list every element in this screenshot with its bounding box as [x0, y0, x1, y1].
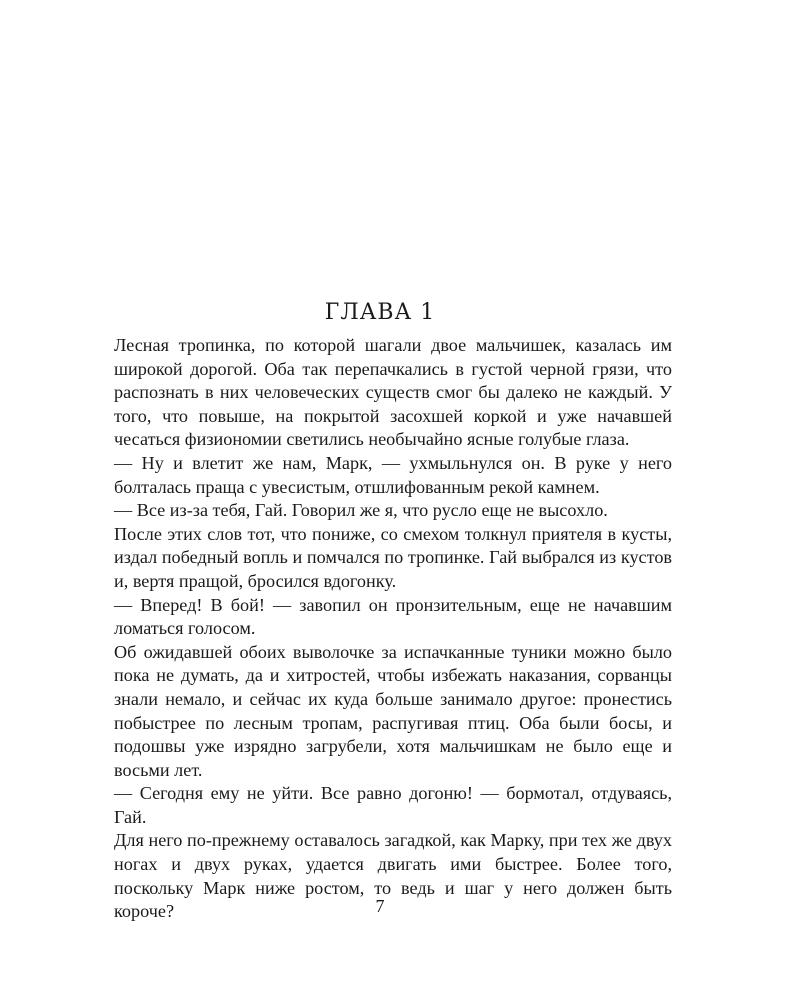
paragraph: — Все из-за тебя, Гай. Говорил же я, что русло еще не высохло. — [114, 500, 608, 521]
page-number: 7 — [375, 896, 385, 916]
paragraph: Для него по-прежнему оставалось загадкой, как Марку, при тех же двух ногах и двух руках, удается двигать ими быстрее. Более того, поскольку Марк ниже ростом, то ведь и шаг у него должен быть короче? — [114, 830, 672, 922]
paragraph: — Вперед! В бой! — завопил он пронзительным, еще не начавшим ломаться голосом. — [114, 594, 672, 639]
paragraph: — Сегодня ему не уйти. Все равно догоню! — бормотал, отдуваясь, Гай. — [114, 783, 672, 827]
paragraph: Лесная тропинка, по которой шагали двое мальчишек, казалась им широкой дорогой. Оба так перепачкались в густой черной грязи, что распознать в них человеческих существ смог бы далеко не каждый. У того, что повыше, на покрытой засохшей коркой и уже начавшей чесаться физиономии светились необычайно ясные голубые глаза. — [114, 335, 672, 450]
chapter-title: ГЛАВА 1 — [324, 300, 436, 325]
paragraph: Об ожидавшей обоих выволочке за испачканные туники можно было пока не думать, да и хитростей, чтобы избежать наказания, сорванцы знали немало, и сейчас их куда больше занимало другое: пронестись побыстрее по лесным тропам, распугивая птиц. Оба были босы, и подошвы уже изрядно загрубели, хотя мальчишкам не было еще и восьми лет. — [114, 641, 672, 780]
chapter-body — [114, 334, 672, 924]
paragraph: После этих слов тот, что пониже, со смехом толкнул приятеля в кусты, издал победный вопль и помчался по тропинке. Гай выбрался из кустов и, вертя пращой, бросился вдогонку. — [114, 523, 672, 591]
paragraph: — Ну и влетит же нам, Марк, — ухмыльнулся он. В руке у него болталась праща с увесистым, отшлифованным рекой камнем. — [114, 452, 672, 497]
